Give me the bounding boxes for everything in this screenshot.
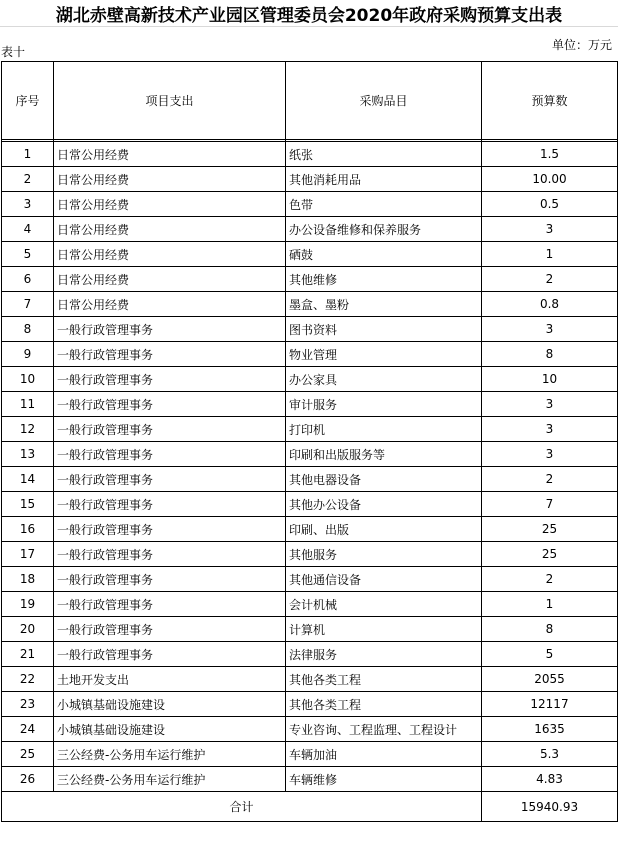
row-item-cell: 日常公用经费: [54, 267, 286, 292]
row-budget-cell: 25: [482, 517, 618, 542]
row-item-cell: 一般行政管理事务: [54, 592, 286, 617]
row-seq-cell: 17: [2, 542, 54, 567]
row-goods-cell: 墨盒、墨粉: [286, 292, 482, 317]
table-row: [2, 417, 618, 442]
row-seq-cell: 19: [2, 592, 54, 617]
row-seq-cell: 11: [2, 392, 54, 417]
table-row: [2, 342, 618, 367]
table-row: [2, 692, 618, 717]
row-seq-cell: 25: [2, 742, 54, 767]
row-seq-cell: 13: [2, 442, 54, 467]
row-budget-cell: 1: [482, 592, 618, 617]
table-row: [2, 167, 618, 192]
row-budget-cell: 0.8: [482, 292, 618, 317]
row-item-cell: 日常公用经费: [54, 217, 286, 242]
row-item-cell: 小城镇基础设施建设: [54, 692, 286, 717]
row-budget-cell: 2: [482, 467, 618, 492]
table-row: [2, 542, 618, 567]
row-goods-cell: 其他消耗用品: [286, 167, 482, 192]
table-row: [2, 742, 618, 767]
row-goods-cell: 图书资料: [286, 317, 482, 342]
row-budget-cell: 3: [482, 392, 618, 417]
row-budget-cell: 4.83: [482, 767, 618, 792]
row-item-cell: 一般行政管理事务: [54, 367, 286, 392]
row-budget-cell: 8: [482, 617, 618, 642]
row-budget-cell: 3: [482, 317, 618, 342]
row-seq-cell: 2: [2, 167, 54, 192]
header-goods: 采购品目: [286, 62, 482, 140]
table-row: [2, 517, 618, 542]
row-item-cell: 一般行政管理事务: [54, 467, 286, 492]
row-seq-cell: 14: [2, 467, 54, 492]
budget-table: [1, 61, 618, 822]
row-budget-cell: 25: [482, 542, 618, 567]
table-row: [2, 242, 618, 267]
row-seq-cell: 12: [2, 417, 54, 442]
table-row: [2, 142, 618, 167]
row-budget-cell: 8: [482, 342, 618, 367]
row-seq-cell: 23: [2, 692, 54, 717]
row-seq-cell: 6: [2, 267, 54, 292]
row-seq-cell: 21: [2, 642, 54, 667]
header-item: 项目支出: [54, 62, 286, 140]
row-item-cell: 日常公用经费: [54, 142, 286, 167]
row-item-cell: 一般行政管理事务: [54, 642, 286, 667]
row-item-cell: 三公经费-公务用车运行维护: [54, 767, 286, 792]
title-divider: [0, 26, 618, 27]
row-budget-cell: 1: [482, 242, 618, 267]
row-seq-cell: 22: [2, 667, 54, 692]
row-budget-cell: 2055: [482, 667, 618, 692]
row-budget-cell: 12117: [482, 692, 618, 717]
table-label: 表十: [1, 45, 26, 59]
row-goods-cell: 法律服务: [286, 642, 482, 667]
row-seq-cell: 18: [2, 567, 54, 592]
table-row: [2, 617, 618, 642]
row-goods-cell: 打印机: [286, 417, 482, 442]
row-seq-cell: 5: [2, 242, 54, 267]
document-title: 湖北赤壁高新技术产业园区管理委员会2020年政府采购预算支出表: [55, 6, 563, 26]
row-goods-cell: 审计服务: [286, 392, 482, 417]
row-goods-cell: 其他服务: [286, 542, 482, 567]
table-row: [2, 667, 618, 692]
row-seq-cell: 4: [2, 217, 54, 242]
row-budget-cell: 3: [482, 217, 618, 242]
total-row: [2, 792, 618, 822]
table-row: [2, 592, 618, 617]
row-seq-cell: 3: [2, 192, 54, 217]
table-row: [2, 642, 618, 667]
row-seq-cell: 10: [2, 367, 54, 392]
row-item-cell: 一般行政管理事务: [54, 617, 286, 642]
row-item-cell: 一般行政管理事务: [54, 567, 286, 592]
row-seq-cell: 16: [2, 517, 54, 542]
row-budget-cell: 2: [482, 267, 618, 292]
row-budget-cell: 10.00: [482, 167, 618, 192]
unit-label: 单位：万元: [551, 38, 612, 52]
row-goods-cell: 物业管理: [286, 342, 482, 367]
row-goods-cell: 计算机: [286, 617, 482, 642]
row-budget-cell: 0.5: [482, 192, 618, 217]
row-goods-cell: 印刷和出版服务等: [286, 442, 482, 467]
row-seq-cell: 24: [2, 717, 54, 742]
row-item-cell: 日常公用经费: [54, 242, 286, 267]
row-goods-cell: 其他办公设备: [286, 492, 482, 517]
row-goods-cell: 其他各类工程: [286, 667, 482, 692]
row-budget-cell: 10: [482, 367, 618, 392]
row-goods-cell: 印刷、出版: [286, 517, 482, 542]
row-item-cell: 三公经费-公务用车运行维护: [54, 742, 286, 767]
total-value: 15940.93: [482, 792, 618, 822]
table-row: [2, 367, 618, 392]
table-row: [2, 192, 618, 217]
row-goods-cell: 会计机械: [286, 592, 482, 617]
row-goods-cell: 车辆维修: [286, 767, 482, 792]
row-item-cell: 土地开发支出: [54, 667, 286, 692]
row-item-cell: 一般行政管理事务: [54, 442, 286, 467]
row-item-cell: 小城镇基础设施建设: [54, 717, 286, 742]
row-item-cell: 日常公用经费: [54, 167, 286, 192]
row-item-cell: 一般行政管理事务: [54, 417, 286, 442]
row-item-cell: 一般行政管理事务: [54, 392, 286, 417]
row-goods-cell: 硒鼓: [286, 242, 482, 267]
table-row: [2, 567, 618, 592]
row-item-cell: 日常公用经费: [54, 192, 286, 217]
header-seq: 序号: [2, 62, 54, 140]
row-goods-cell: 办公家具: [286, 367, 482, 392]
row-goods-cell: 色带: [286, 192, 482, 217]
header-budget: 预算数: [482, 62, 618, 140]
row-seq-cell: 20: [2, 617, 54, 642]
row-goods-cell: 办公设备维修和保养服务: [286, 217, 482, 242]
table-row: [2, 442, 618, 467]
table-row: [2, 492, 618, 517]
row-goods-cell: 纸张: [286, 142, 482, 167]
table-row: [2, 392, 618, 417]
row-budget-cell: 1635: [482, 717, 618, 742]
row-goods-cell: 其他电器设备: [286, 467, 482, 492]
row-item-cell: 日常公用经费: [54, 292, 286, 317]
header-row: [2, 62, 618, 140]
table-row: [2, 767, 618, 792]
row-budget-cell: 3: [482, 442, 618, 467]
row-seq-cell: 7: [2, 292, 54, 317]
row-item-cell: 一般行政管理事务: [54, 542, 286, 567]
table-row: [2, 292, 618, 317]
row-seq-cell: 8: [2, 317, 54, 342]
row-seq-cell: 26: [2, 767, 54, 792]
table-row: [2, 317, 618, 342]
row-seq-cell: 15: [2, 492, 54, 517]
row-budget-cell: 5: [482, 642, 618, 667]
row-goods-cell: 其他通信设备: [286, 567, 482, 592]
row-seq-cell: 9: [2, 342, 54, 367]
row-budget-cell: 2: [482, 567, 618, 592]
table-row: [2, 267, 618, 292]
row-seq-cell: 1: [2, 142, 54, 167]
row-goods-cell: 车辆加油: [286, 742, 482, 767]
table-row: [2, 717, 618, 742]
row-budget-cell: 1.5: [482, 142, 618, 167]
row-goods-cell: 其他各类工程: [286, 692, 482, 717]
row-item-cell: 一般行政管理事务: [54, 342, 286, 367]
row-budget-cell: 7: [482, 492, 618, 517]
row-goods-cell: 专业咨询、工程监理、工程设计: [286, 717, 482, 742]
table-row: [2, 217, 618, 242]
row-budget-cell: 3: [482, 417, 618, 442]
row-item-cell: 一般行政管理事务: [54, 492, 286, 517]
table-row: [2, 467, 618, 492]
row-goods-cell: 其他维修: [286, 267, 482, 292]
row-item-cell: 一般行政管理事务: [54, 317, 286, 342]
row-budget-cell: 5.3: [482, 742, 618, 767]
total-label: 合计: [2, 792, 482, 822]
row-item-cell: 一般行政管理事务: [54, 517, 286, 542]
